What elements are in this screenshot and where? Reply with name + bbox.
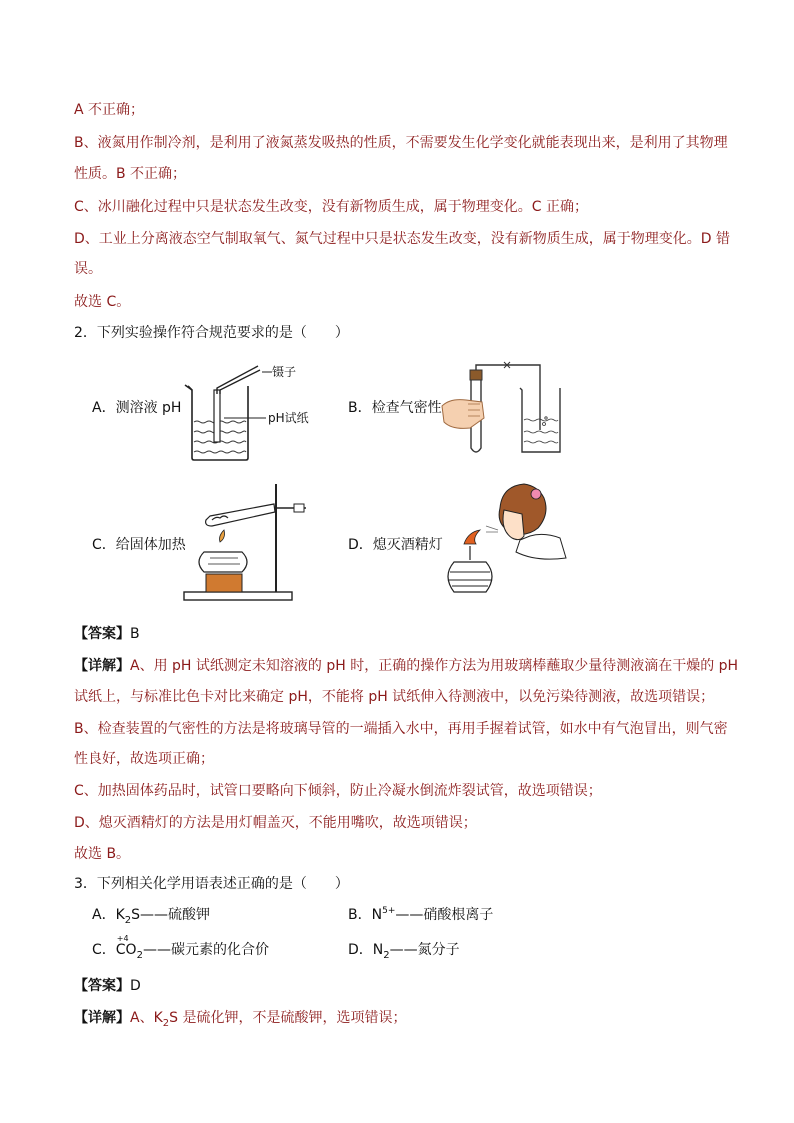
q3-detail-a-pre: A、K — [130, 1010, 163, 1026]
label-ph-paper: pH试纸 — [268, 411, 309, 425]
prev-answer-line-b1: B、液氮用作制冷剂，是利用了液氮蒸发吸热的性质，不需要发生化学变化就能表现出来，是利用了其物理 — [74, 135, 728, 151]
q3-stem: 3．下列相关化学用语表述正确的是（ ） — [74, 876, 349, 892]
q3-answer-tag: 【答案】 — [74, 978, 130, 994]
figure-airtightness — [440, 360, 570, 460]
q3-option-a-sub: 2 — [124, 915, 132, 926]
q2-detail-b2: 性良好，故选项正确； — [74, 751, 214, 767]
prev-answer-line-d1: D、工业上分离液态空气制取氧气、氮气过程中只是状态发生改变，没有新物质生成，属于物理变化。D 错 — [74, 231, 731, 247]
prev-answer-line-a: A 不正确； — [74, 102, 145, 118]
q2-detail-a1-text: A、用 pH 试纸测定未知溶液的 pH 时，正确的操作方法为用玻璃棒蘸取少量待测液滴在干燥的 pH — [130, 658, 739, 674]
q2-choice: 故选 B。 — [74, 846, 131, 862]
q3-option-c-sub: 2 — [136, 950, 143, 961]
q3-option-b-prefix: B． — [348, 907, 372, 923]
q2-detail-d: D、熄灭酒精灯的方法是用灯帽盖灭，不能用嘴吹，故选项错误； — [74, 815, 477, 831]
q3-option-d-sub: 2 — [383, 950, 390, 961]
figure-heating-solid — [180, 480, 325, 605]
prev-answer-line-d2: 误。 — [74, 261, 102, 277]
q3-option-b-n: N — [371, 907, 383, 923]
q2-answer-tag: 【答案】 — [74, 626, 130, 642]
q2-detail-c: C、加热固体药品时，试管口要略向下倾斜，防止冷凝水倒流炸裂试管，故选项错误； — [74, 783, 602, 799]
q3-answer — [74, 976, 141, 996]
q2-detail-tag: 【详解】 — [74, 658, 130, 674]
q3-option-c-prefix: C． — [92, 942, 116, 958]
q3-option-c — [92, 934, 269, 962]
q3-option-c-formula — [115, 934, 137, 960]
q3-detail-tag: 【详解】 — [74, 1010, 130, 1026]
prev-answer-choice: 故选 C。 — [74, 294, 131, 310]
q3-option-c-valence: +4 — [116, 934, 129, 943]
label-tweezers: 镊子 — [272, 365, 297, 379]
q2-option-c: C．给固体加热 — [92, 537, 186, 553]
q3-option-b — [348, 905, 493, 927]
q2-stem: 2．下列实验操作符合规范要求的是（ ） — [74, 325, 349, 341]
q2-answer-value: B — [130, 626, 140, 642]
q2-detail-b1: B、检查装置的气密性的方法是将玻璃导管的一端插入水中，再用手握着试管，如水中有气泡冒出，则气密 — [74, 721, 728, 737]
q2-option-d: D．熄灭酒精灯 — [348, 537, 443, 553]
figure-extinguish-lamp — [440, 480, 570, 605]
q3-option-b-desc: ——硝酸根离子 — [395, 907, 494, 923]
q3-option-b-sup: 5+ — [382, 906, 396, 916]
q3-option-a-k: K — [115, 907, 125, 923]
q2-detail-a1 — [74, 656, 738, 676]
q3-option-d-n: N — [372, 942, 384, 958]
q3-option-c-desc: ——碳元素的化合价 — [142, 942, 269, 958]
q3-detail-a — [74, 1008, 406, 1030]
q2-option-b: B．检查气密性 — [348, 400, 442, 416]
q3-option-d-desc: ——氮分子 — [389, 942, 460, 958]
q3-detail-a-post: S 是硫化钾，不是硫酸钾，选项错误； — [169, 1010, 407, 1026]
q3-option-a-s: S — [131, 907, 141, 923]
q3-option-c-co: CO — [115, 942, 137, 958]
q2-option-a: A．测溶液 pH — [92, 400, 182, 416]
q3-option-a-prefix: A． — [92, 907, 116, 923]
q3-option-d-prefix: D． — [348, 942, 373, 958]
q3-option-a-desc: ——硫酸钾 — [140, 907, 211, 923]
q3-detail-a-sub: 2 — [162, 1018, 170, 1029]
q2-detail-a2: 试纸上，与标准比色卡对比来确定 pH，不能将 pH 试纸伸入待测液中，以免污染待测液，故选项错误； — [74, 689, 715, 705]
prev-answer-line-c: C、冰川融化过程中只是状态发生改变，没有新物质生成，属于物理变化。C 正确； — [74, 199, 588, 215]
q3-answer-value: D — [130, 978, 141, 994]
prev-answer-line-b2: 性质。B 不正确； — [74, 166, 187, 182]
q2-answer — [74, 624, 140, 644]
q3-option-a — [92, 905, 210, 927]
q3-option-d — [348, 940, 460, 962]
